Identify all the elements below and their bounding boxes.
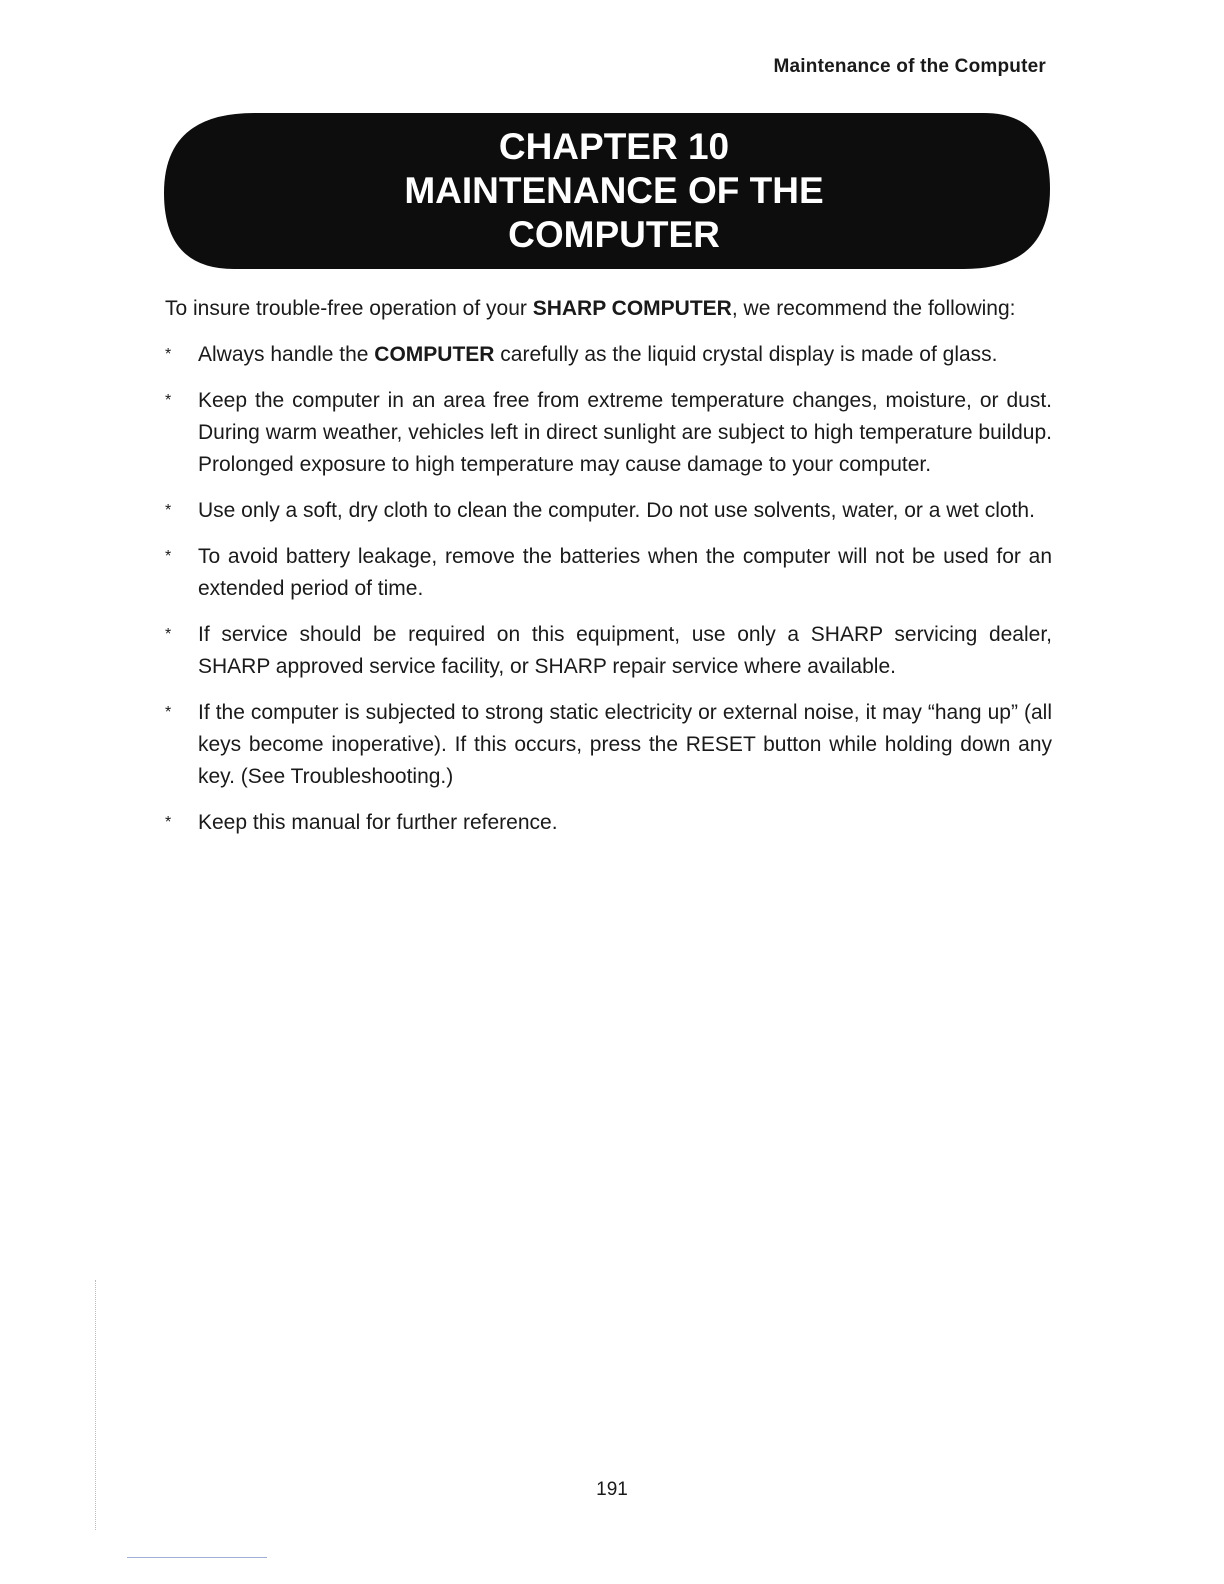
- item-text: To avoid battery leakage, remove the batteries when the computer will not be used for an extended period of time.: [198, 545, 1052, 600]
- item-text: Keep the computer in an area free from extreme temperature changes, moisture, or dust. During warm weather, vehicles left in direct sunlight are subject to high temperature buildup. Prolonged exposure to high temperature may cause damage to your computer.: [198, 389, 1052, 476]
- footer-rule: [127, 1557, 267, 1558]
- list-item: [165, 807, 1052, 839]
- list-item: [165, 385, 1052, 481]
- intro-text-end: , we recommend the following:: [731, 297, 1016, 320]
- intro-emphasis: SHARP COMPUTER: [532, 297, 732, 320]
- item-text: If the computer is subjected to strong static electricity or external noise, it may “hang up” (all keys become inoperative). If this occurs, press the RESET button while holding down any key. (See Troubleshooting.): [198, 701, 1052, 788]
- list-item: [165, 339, 1052, 371]
- item-text-end: carefully as the liquid crystal display is made of glass.: [494, 343, 998, 366]
- intro-paragraph: [165, 293, 1052, 325]
- item-text: Use only a soft, dry cloth to clean the computer. Do not use solvents, water, or a wet cloth.: [198, 499, 1035, 522]
- chapter-title-line-1: MAINTENANCE OF THE: [404, 170, 824, 211]
- bullet-icon: *: [165, 704, 172, 721]
- chapter-number: CHAPTER 10: [498, 126, 730, 167]
- chapter-title-line-2: COMPUTER: [508, 214, 720, 255]
- item-text: Keep this manual for further reference.: [198, 811, 558, 834]
- chapter-title: [314, 125, 914, 257]
- item-emphasis: COMPUTER: [374, 343, 495, 366]
- list-item: [165, 697, 1052, 793]
- page-number: 191: [596, 1479, 628, 1500]
- list-item: [165, 619, 1052, 683]
- running-header: Maintenance of the Computer: [773, 56, 1046, 77]
- bullet-icon: *: [165, 548, 172, 565]
- intro-text: To insure trouble-free operation of your: [165, 297, 533, 320]
- bullet-icon: *: [165, 626, 172, 643]
- bullet-icon: *: [165, 392, 172, 409]
- bullet-icon: *: [165, 814, 172, 831]
- chapter-banner: [164, 111, 1050, 271]
- item-text: If service should be required on this equipment, use only a SHARP servicing dealer, SHARP approved service facility, or SHARP repair service where available.: [198, 623, 1052, 678]
- bullet-icon: *: [165, 346, 172, 363]
- item-text: Always handle the: [198, 343, 375, 366]
- body-content: [165, 293, 1052, 853]
- bullet-icon: *: [165, 502, 172, 519]
- list-item: [165, 495, 1052, 527]
- list-item: [165, 541, 1052, 605]
